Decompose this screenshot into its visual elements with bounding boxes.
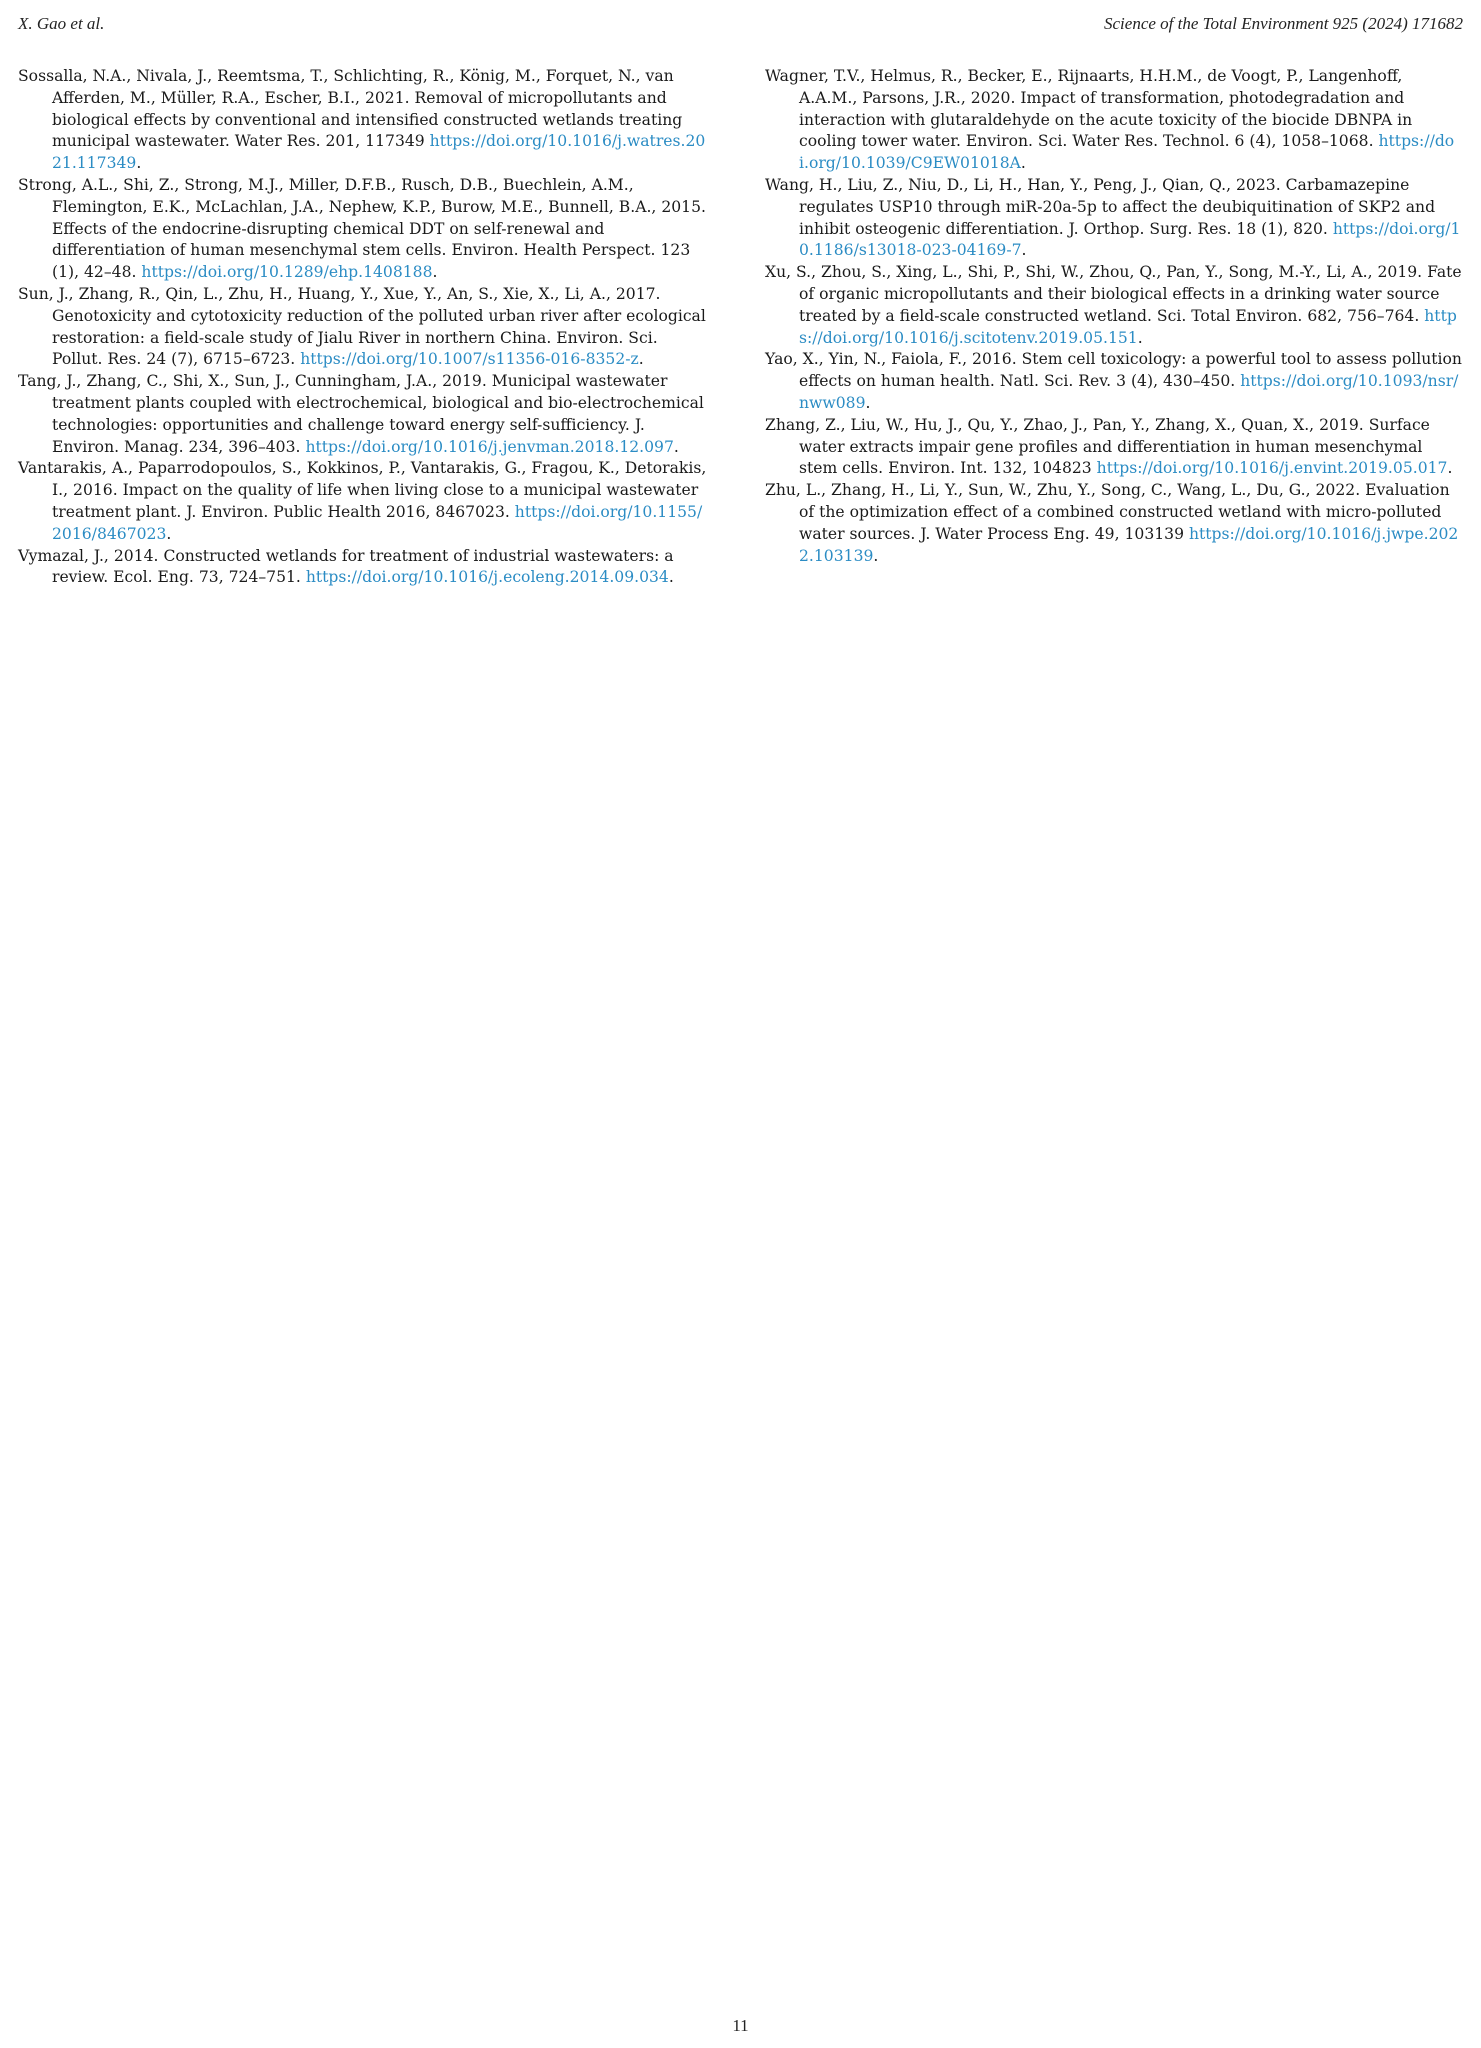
reference-text: Zhu, L., Zhang, H., Li, Y., Sun, W., Zhu, Y., Song, C., Wang, L., Du, G., 2022. Evaluation of the optimization effect of a combined constructed wetland with micro-polluted water sources. J. Water Process Eng. 49, 103139 [765,481,1450,543]
reference-text: Tang, J., Zhang, C., Shi, X., Sun, J., Cunningham, J.A., 2019. Municipal wastewater treatment plants coupled with electrochemical, biological and bio-electrochemical technologies: opportunities and challenge toward energy self-sufficiency. J. Environ. Manag. 234, 396–403. [18,372,704,456]
doi-link[interactable]: https://doi.org/10.1007/s11356-016-8352-z [300,350,639,369]
reference-text: Sun, J., Zhang, R., Qin, L., Zhu, H., Huang, Y., Xue, Y., An, S., Xie, X., Li, A., 2017. Genotoxicity and cytotoxicity reduction of the polluted urban river after ecological restoration: a field-scale study of Jialu River in northern China. Environ. Sci. Pollut. Res. 24 (7), 6715–6723. [18,284,706,369]
author-header: X. Gao et al. [18,14,105,33]
reference-text: Vantarakis, A., Paparrodopoulos, S., Kokkinos, P., Vantarakis, G., Fragou, K., Detorakis, I., 2016. Impact on the quality of life when living close to a municipal wastewater treatment plant. J. Environ. Public Health 2016, 8467023. [18,459,707,521]
reference-text: Xu, S., Zhou, S., Xing, L., Shi, P., Shi, W., Zhou, Q., Pan, Y., Song, M.-Y., Li, A., 2019. Fate of organic micropollutants and their biological effects in a drinking water source treated by a field-scale constructed wetland. Sci. Total Environ. 682, 756–764. [765,263,1462,325]
journal-header: Science of the Total Environment 925 (2024) 171682 [1104,14,1463,33]
running-head [18,14,1463,38]
page-number: 11 [732,2016,749,2035]
reference-item: Zhu, L., Zhang, H., Li, Y., Sun, W., Zhu, Y., Song, C., Wang, L., Du, G., 2022. Evaluation of the optimization effect of a combined constructed wetland with micro-polluted water sources. J. Water Process Eng. 49, 103139 https://doi.org/10.1016/j.jwpe.2022.103139. [765,481,1459,565]
doi-link[interactable]: https://doi.org/10.1186/s13018-023-04169-7 [799,219,1461,260]
reference-item: Wang, H., Liu, Z., Niu, D., Li, H., Han, Y., Peng, J., Qian, Q., 2023. Carbamazepine regulates USP10 through miR-20a-5p to affect the deubiquitination of SKP2 and inhibit osteogenic differentiation. J. Orthop. Surg. Res. 18 (1), 820. https://doi.org/10.1186/s13018-023-04169-7. [765,175,1461,260]
reference-item: Xu, S., Zhou, S., Xing, L., Shi, P., Shi, W., Zhou, Q., Pan, Y., Song, M.-Y., Li, A., 2019. Fate of organic micropollutants and their biological effects in a drinking water source treated by a field-scale constructed wetland. Sci. Total Environ. 682, 756–764. https://doi.org/10.1016/j.scitotenv.2019.05.151. [765,263,1462,347]
reference-item: Yao, X., Yin, N., Faiola, F., 2016. Stem cell toxicology: a powerful tool to assess pollution effects on human health. Natl. Sci. Rev. 3 (4), 430–450. https://doi.org/10.1093/nsr/nww089. [765,350,1462,412]
doi-link[interactable]: https://doi.org/10.1289/ehp.1408188 [141,263,433,282]
doi-link[interactable]: https://doi.org/10.1016/j.envint.2019.05.017 [1096,459,1448,478]
reference-text: Wang, H., Liu, Z., Niu, D., Li, H., Han, Y., Peng, J., Qian, Q., 2023. Carbamazepine regulates USP10 through miR-20a-5p to affect the deubiquitination of SKP2 and inhibit osteogenic differentiation. J. Orthop. Surg. Res. 18 (1), 820. [765,175,1436,238]
reference-text: Yao, X., Yin, N., Faiola, F., 2016. Stem cell toxicology: a powerful tool to assess pollution effects on human health. Natl. Sci. Rev. 3 (4), 430–450. [765,350,1462,391]
reference-item: Sossalla, N.A., Nivala, J., Reemtsma, T., Schlichting, R., König, M., Forquet, N., van Afferden, M., Müller, R.A., Escher, B.I., 2021. Removal of micropollutants and biological effects by conventional and intensified constructed wetlands treating municipal wastewater. Water Res. 201, 117349 https://doi.org/10.1016/j.watres.2021.117349. [18,67,706,173]
reference-item: Tang, J., Zhang, C., Shi, X., Sun, J., Cunningham, J.A., 2019. Municipal wastewater treatment plants coupled with electrochemical, biological and bio-electrochemical technologies: opportunities and challenge toward energy self-sufficiency. J. Environ. Manag. 234, 396–403. https://doi.org/10.1016/j.jenvman.2018.12.097. [18,372,704,456]
doi-link[interactable]: https://doi.org/10.1093/nsr/nww089 [799,372,1459,412]
reference-item: Wagner, T.V., Helmus, R., Becker, E., Rijnaarts, H.H.M., de Voogt, P., Langenhoff, A.A.M., Parsons, J.R., 2020. Impact of transformation, photodegradation and interaction with glutaraldehyde on the acute toxicity of the biocide DBNPA in cooling tower water. Environ. Sci. Water Res. Technol. 6 (4), 1058–1068. https://doi.org/10.1039/C9EW01018A. [765,67,1455,173]
references-left-column [18,66,712,589]
reference-item: Sun, J., Zhang, R., Qin, L., Zhu, H., Huang, Y., Xue, Y., An, S., Xie, X., Li, A., 2017. Genotoxicity and cytotoxicity reduction of the polluted urban river after ecological restoration: a field-scale study of Jialu River in northern China. Environ. Sci. Pollut. Res. 24 (7), 6715–6723. https://doi.org/10.1007/s11356-016-8352-z. [18,284,706,369]
doi-link[interactable]: https://doi.org/10.1016/j.watres.2021.117349 [52,132,706,173]
doi-link[interactable]: https://doi.org/10.1016/j.scitotenv.2019.05.151 [799,306,1457,347]
reference-text: Strong, A.L., Shi, Z., Strong, M.J., Miller, D.F.B., Rusch, D.B., Buechlein, A.M., Flemington, E.K., McLachlan, J.A., Nephew, K.P., Burow, M.E., Bunnell, B.A., 2015. Effects of the endocrine-disrupting chemical DDT on self-renewal and differentiation of human mesenchymal stem cells. Environ. Health Perspect. 123 (1), 42–48. [18,175,706,282]
doi-link[interactable]: https://doi.org/10.1016/j.jenvman.2018.12.097 [305,437,674,456]
reference-text: Zhang, Z., Liu, W., Hu, J., Qu, Y., Zhao, J., Pan, Y., Zhang, X., Quan, X., 2019. Surface water extracts impair gene profiles and differentiation in human mesenchymal stem cells. Environ. Int. 132, 104823 [765,415,1430,478]
reference-item: Vantarakis, A., Paparrodopoulos, S., Kokkinos, P., Vantarakis, G., Fragou, K., Detorakis, I., 2016. Impact on the quality of life when living close to a municipal wastewater treatment plant. J. Environ. Public Health 2016, 8467023. https://doi.org/10.1155/2016/8467023. [18,459,707,543]
reference-text: Sossalla, N.A., Nivala, J., Reemtsma, T., Schlichting, R., König, M., Forquet, N., van Afferden, M., Müller, R.A., Escher, B.I., 2021. Removal of micropollutants and biological effects by conventional and intensified constructed wetlands treating municipal wastewater. Water Res. 201, 117349 [18,67,683,151]
reference-item: Strong, A.L., Shi, Z., Strong, M.J., Miller, D.F.B., Rusch, D.B., Buechlein, A.M., Flemington, E.K., McLachlan, J.A., Nephew, K.P., Burow, M.E., Bunnell, B.A., 2015. Effects of the endocrine-disrupting chemical DDT on self-renewal and differentiation of human mesenchymal stem cells. Environ. Health Perspect. 123 (1), 42–48. https://doi.org/10.1289/ehp.1408188. [18,175,706,282]
reference-item: Zhang, Z., Liu, W., Hu, J., Qu, Y., Zhao, J., Pan, Y., Zhang, X., Quan, X., 2019. Surface water extracts impair gene profiles and differentiation in human mesenchymal stem cells. Environ. Int. 132, 104823 https://doi.org/10.1016/j.envint.2019.05.017. [765,415,1453,478]
reference-text: Wagner, T.V., Helmus, R., Becker, E., Rijnaarts, H.H.M., de Voogt, P., Langenhoff, A.A.M., Parsons, J.R., 2020. Impact of transformation, photodegradation and interaction with glutaraldehyde on the acute toxicity of the biocide DBNPA in cooling tower water. Environ. Sci. Water Res. Technol. 6 (4), 1058–1068. [765,67,1413,151]
reference-item: Vymazal, J., 2014. Constructed wetlands for treatment of industrial wastewaters: a review. Ecol. Eng. 73, 724–751. https://doi.org/10.1016/j.ecoleng.2014.09.034. [18,546,674,587]
doi-link[interactable]: https://doi.org/10.1016/j.ecoleng.2014.09.034 [305,568,669,587]
doi-link[interactable]: https://doi.org/10.1039/C9EW01018A [799,132,1455,173]
doi-link[interactable]: https://doi.org/10.1016/j.jwpe.2022.103139 [799,524,1459,565]
doi-link[interactable]: https://doi.org/10.1155/2016/8467023 [52,502,703,543]
references-right-column [765,66,1463,567]
reference-text: Vymazal, J., 2014. Constructed wetlands for treatment of industrial wastewaters: a review. Ecol. Eng. 73, 724–751. [18,546,674,587]
